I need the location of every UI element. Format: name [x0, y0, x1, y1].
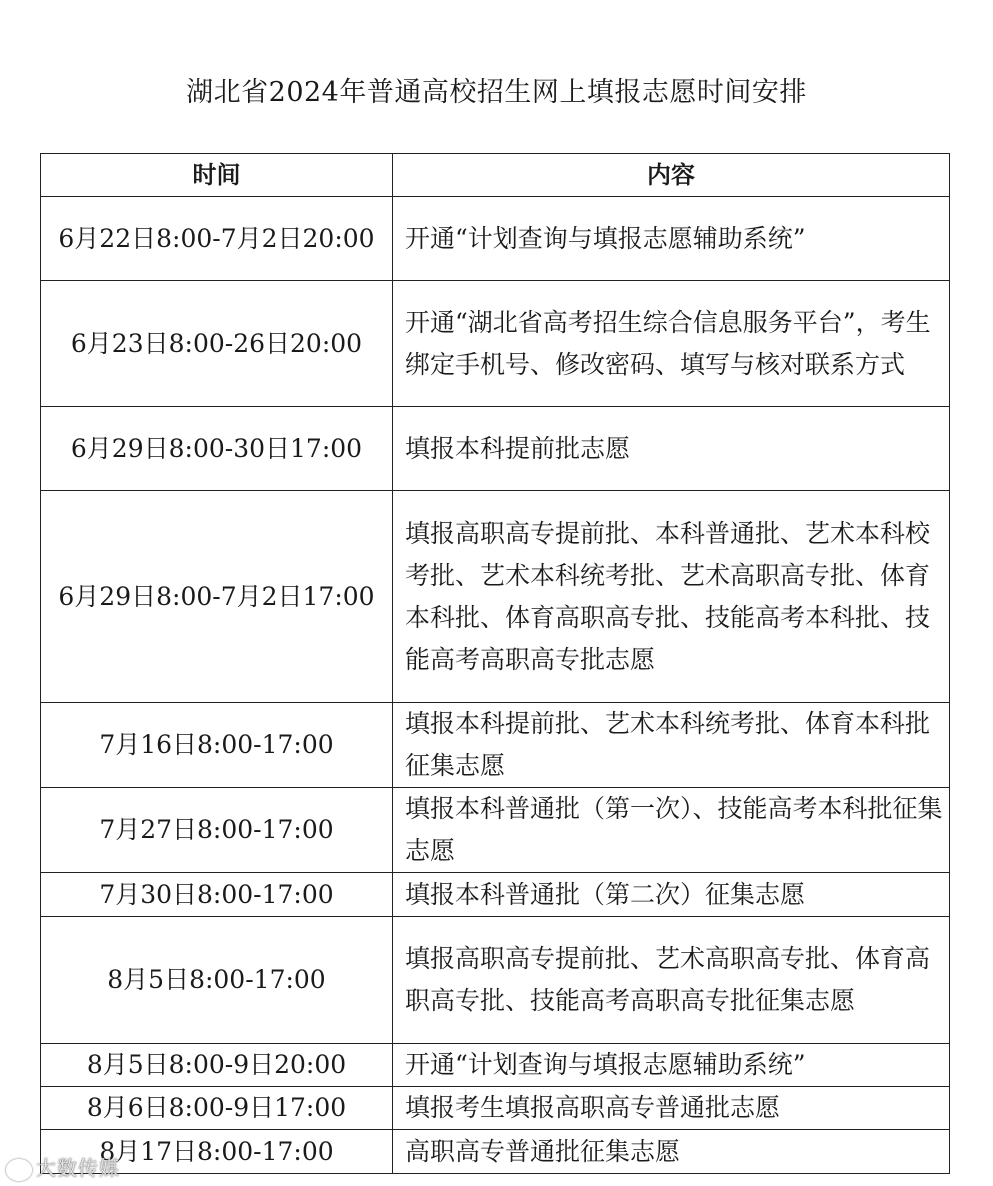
schedule-table	[40, 153, 950, 1174]
content-cell: 填报本科普通批（第二次）征集志愿	[393, 873, 950, 917]
table-row	[41, 1044, 950, 1087]
content-cell: 开通“计划查询与填报志愿辅助系统”	[393, 1044, 950, 1087]
table-row	[41, 703, 950, 788]
time-cell: 8月5日8:00-17:00	[41, 917, 393, 1044]
table-row	[41, 1130, 950, 1174]
time-cell: 8月6日8:00-9日17:00	[41, 1087, 393, 1130]
time-cell: 7月30日8:00-17:00	[41, 873, 393, 917]
header-content: 内容	[393, 154, 950, 197]
watermark	[6, 1152, 120, 1181]
content-cell: 填报本科提前批志愿	[393, 407, 950, 491]
table-header-row	[41, 154, 950, 197]
table-row	[41, 917, 950, 1044]
content-cell: 高职高专普通批征集志愿	[393, 1130, 950, 1174]
time-cell: 7月27日8:00-17:00	[41, 788, 393, 873]
time-cell: 8月5日8:00-9日20:00	[41, 1044, 393, 1087]
content-cell: 填报高职高专提前批、本科普通批、艺术本科校考批、艺术本科统考批、艺术高职高专批、体育本科批、体育高职高专批、技能高考本科批、技能高考高职高专批志愿	[393, 491, 950, 703]
table-row	[41, 873, 950, 917]
time-cell: 6月22日8:00-7月2日20:00	[41, 197, 393, 281]
page-title: 湖北省2024年普通高校招生网上填报志愿时间安排	[186, 77, 807, 108]
content-cell: 填报本科普通批（第一次）、技能高考本科批征集志愿	[393, 788, 950, 873]
content-cell: 开通“计划查询与填报志愿辅助系统”	[393, 197, 950, 281]
watermark-text: 大数传媒	[36, 1156, 120, 1180]
time-cell: 6月29日8:00-30日17:00	[41, 407, 393, 491]
table-row	[41, 1087, 950, 1130]
table-row	[41, 281, 950, 407]
table-row	[41, 491, 950, 703]
table-row	[41, 788, 950, 873]
content-cell: 填报本科提前批、艺术本科统考批、体育本科批征集志愿	[393, 703, 950, 788]
content-cell: 开通“湖北省高考招生综合信息服务平台”，考生绑定手机号、修改密码、填写与核对联系方式	[393, 281, 950, 407]
time-cell: 6月23日8:00-26日20:00	[41, 281, 393, 407]
time-cell: 8月17日8:00-17:00	[41, 1130, 393, 1174]
table-row	[41, 407, 950, 491]
content-cell: 填报高职高专提前批、艺术高职高专批、体育高职高专批、技能高考高职高专批征集志愿	[393, 917, 950, 1044]
header-time: 时间	[41, 154, 393, 197]
table-row	[41, 197, 950, 281]
weibo-logo-icon	[6, 1159, 32, 1181]
content-cell: 填报考生填报高职高专普通批志愿	[393, 1087, 950, 1130]
time-cell: 6月29日8:00-7月2日17:00	[41, 491, 393, 703]
time-cell: 7月16日8:00-17:00	[41, 703, 393, 788]
